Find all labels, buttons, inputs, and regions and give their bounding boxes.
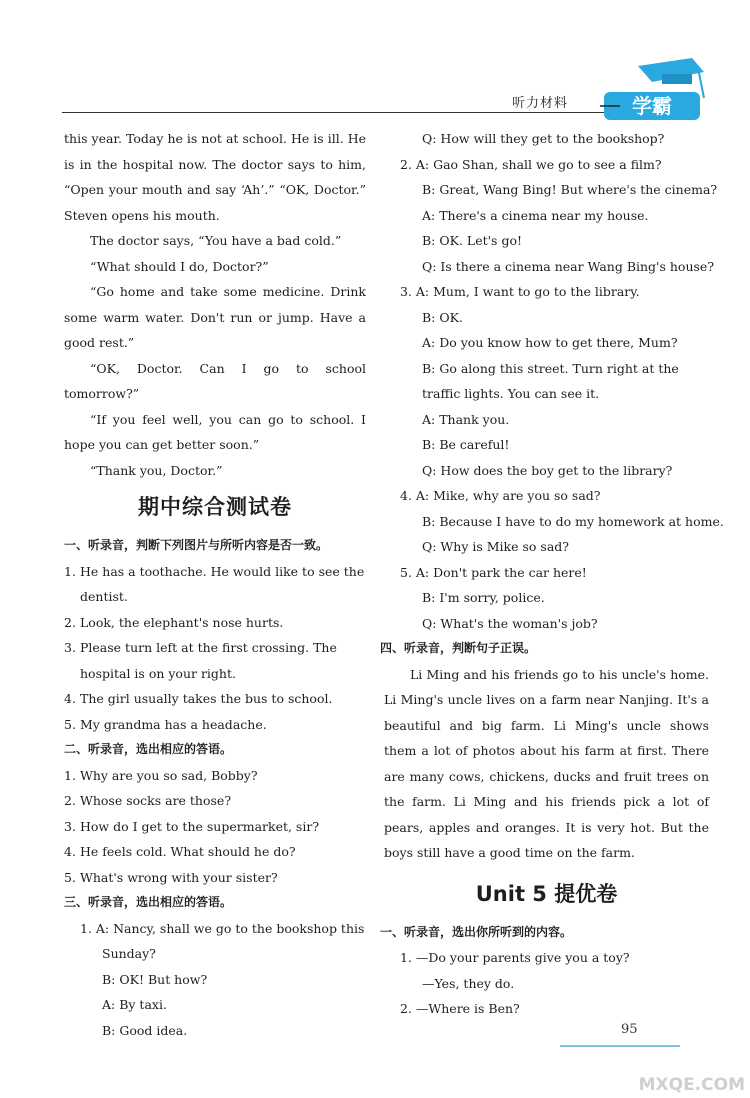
dialogue-line: Q: Why is Mike so sad? [422, 539, 569, 554]
dialogue-line: 4. A: Mike, why are you so sad? [400, 488, 601, 503]
section-heading: 一、听录音，判断下列图片与所听内容是否一致。 [64, 538, 329, 552]
dialogue-line: Q: How does the boy get to the library? [422, 462, 673, 478]
unit-title: Unit 5 提优卷 [475, 881, 618, 906]
page-number: 95 [621, 1022, 638, 1037]
dialogue-line: Q: How will they get to the bookshop? [422, 131, 665, 146]
dialogue-line: B: Go along this street. Turn right at the traffic lights. You can see it. [422, 360, 679, 401]
story-line: this year. Today he is not at school. He is ill. He is in the hospital now. The doctor says to him, “Open your mouth and say ‘Ah’.” “OK, Doctor.” Steven opens his mouth. [64, 131, 366, 223]
dialogue-line: 3. A: Mum, I want to go to the library. [400, 284, 640, 299]
midterm-title: 期中综合测试卷 [138, 495, 292, 519]
list-item: 4. He feels cold. What should he do? [64, 844, 296, 859]
logo-text: 学霸 [632, 94, 672, 118]
dialogue-line: B: OK. Let's go! [422, 233, 522, 248]
dialogue-line: B: Be careful! [422, 437, 510, 452]
xueba-logo [600, 58, 710, 128]
left-column [64, 126, 366, 1043]
section-heading: 三、听录音，选出相应的答语。 [64, 895, 233, 909]
story-line: “What should I do, Doctor?” [90, 258, 269, 274]
dialogue-line: Sunday? [102, 946, 156, 961]
list-item: 5. My grandma has a headache. [64, 716, 267, 732]
story-line: “If you feel well, you can go to school. I hope you can get better soon.” [64, 411, 366, 452]
dialogue-line: A: Thank you. [422, 411, 510, 427]
header-rule [62, 112, 674, 113]
passage: Li Ming and his friends go to his uncle's home. Li Ming's uncle lives on a farm near Nanjing. It's a beautiful and big farm. Li Ming's uncle shows them a lot of photos about his farm at first. There are many cows, chickens, ducks and fruit trees on the farm. Li Ming and his friends pick a lot of pears, apples and oranges. It is very hot. But the boys still have a good time on the farm. [384, 666, 709, 860]
list-item: 2. Look, the elephant's nose hurts. [64, 614, 284, 630]
dialogue-line: B: OK! But how? [102, 971, 208, 987]
dialogue-line: 5. A: Don't park the car here! [400, 564, 587, 580]
dialogue-line: B: Great, Wang Bing! But where's the cinema? [422, 182, 718, 197]
dialogue-line: B: I'm sorry, police. [422, 590, 545, 605]
dialogue-line: 1. A: Nancy, shall we go to the bookshop this [80, 920, 365, 936]
dialogue-line: A: By taxi. [102, 997, 167, 1012]
dialogue-line: B: Good idea. [102, 1022, 188, 1038]
dialogue-line: A: Do you know how to get there, Mum? [422, 335, 678, 350]
section-heading: 二、听录音，选出相应的答语。 [64, 742, 233, 756]
list-item: 1. He has a toothache. He would like to see the dentist. [64, 563, 365, 604]
story-line: “Thank you, Doctor.” [90, 462, 223, 478]
list-item: 1. Why are you so sad, Bobby? [64, 767, 258, 783]
dialogue-line: B: Because I have to do my homework at home. [422, 513, 724, 529]
watermark [600, 1030, 750, 1098]
story-line: The doctor says, “You have a bad cold.” [90, 233, 342, 248]
list-item: 5. What's wrong with your sister? [64, 869, 278, 885]
story-line: “OK, Doctor. Can I go to school tomorrow?” [64, 360, 366, 401]
dialogue-line: 2. A: Gao Shan, shall we go to see a film? [400, 156, 662, 172]
right-column [380, 126, 724, 1022]
list-item: 2. Whose socks are those? [64, 793, 232, 808]
dialogue-line: Q: What's the woman's job? [422, 615, 598, 631]
list-item: 3. How do I get to the supermarket, sir? [64, 818, 320, 834]
dialogue-line: Q: Is there a cinema near Wang Bing's house? [422, 258, 715, 274]
header-label: 听力材料 [512, 96, 569, 111]
list-item: 3. Please turn left at the first crossing. The hospital is on your right. [64, 640, 337, 681]
dialogue-line: 1. —Do your parents give you a toy? [400, 950, 630, 965]
dialogue-line: B: OK. [422, 309, 463, 325]
svg-text:MXQE.COM: MXQE.COM [638, 1075, 745, 1095]
story-line: “Go home and take some medicine. Drink some warm water. Don't run or jump. Have a good rest.” [64, 284, 366, 350]
dialogue-line: 2. —Where is Ben? [400, 1001, 520, 1016]
section-heading: 四、听录音，判断句子正误。 [380, 641, 537, 655]
section-heading: 一、听录音，选出你所听到的内容。 [380, 924, 573, 939]
dialogue-line: A: There's a cinema near my house. [422, 207, 649, 223]
dialogue-line: —Yes, they do. [422, 975, 515, 991]
list-item: 4. The girl usually takes the bus to school. [64, 691, 333, 706]
